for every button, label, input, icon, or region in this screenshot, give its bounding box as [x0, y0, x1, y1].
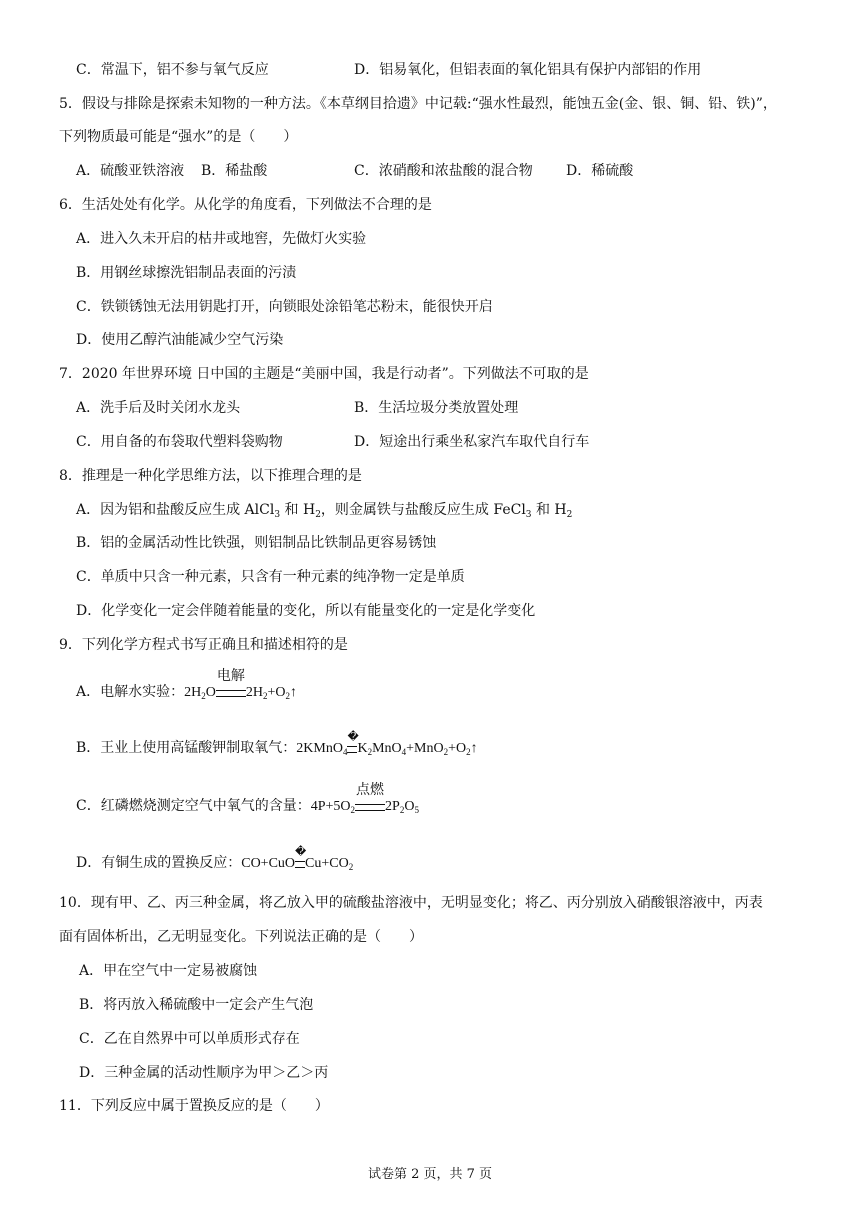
q8-stem: 8．推理是一种化学思维方法，以下推理合理的是 — [59, 468, 362, 484]
q10-option-b: B．将丙放入稀硫酸中一定会产生气泡 — [79, 997, 314, 1013]
q5-option-a: A．硫酸亚铁溶液 — [76, 163, 185, 179]
q7-option-c: C．用自备的布袋取代塑料袋购物 — [76, 434, 283, 450]
page-footer: 试卷第 2 页，共 7 页 — [367, 1167, 493, 1182]
q9-option-a: A．电解水实验：$2H_2O$ 电解 $2H_2+O_2↑$ — [76, 668, 298, 701]
q7-option-d: D．短途出行乘坐私家汽车取代自行车 — [354, 434, 590, 450]
q7-option-a: A．洗手后及时关闭水龙头 — [76, 400, 241, 416]
q6-option-c: C．铁锁锈蚀无法用钥匙打开，向锁眼处涂铅笔芯粉末，能很快开启 — [76, 299, 493, 315]
q4-option-c: C．常温下，铝不参与氧气反应 — [76, 62, 269, 78]
q10-stem-line2: 面有固体析出，乙无明显变化。下列说法正确的是（ ） — [59, 929, 423, 945]
q6-option-a: A．进入久未开启的枯井或地窖，先做灯火实验 — [76, 231, 367, 247]
q6-stem: 6．生活处处有化学。从化学的角度看，下列做法不合理的是 — [59, 197, 432, 213]
q5-option-d: D．稀硫酸 — [566, 163, 634, 179]
q9-option-b: B．王业上使用高锰酸钾制取氧气：2KMnO$_4$ � $K_2MnO_4+MnO_2+O_2↑$ — [76, 730, 478, 757]
q5-stem-line1: 5．假设与排除是探索未知物的一种方法。《本草纲目拾遗》中记载:“强水性最烈，能蚀五金(金、银、铜、铅、铁)”， — [59, 96, 777, 112]
condition-heat-glyph: � — [347, 730, 359, 743]
q8-option-a: A．因为铝和盐酸反应生成 AlCl$_3$ 和 $H_2$，则金属铁与盐酸反应生成 FeCl$_3$ 和 $H_2$ — [76, 502, 573, 520]
q6-option-d: D．使用乙醇汽油能减少空气污染 — [76, 332, 284, 348]
q6-option-b: B．用钢丝球擦洗铝制品表面的污渍 — [76, 265, 297, 281]
q7-stem: 7．2020 年世界环境 日中国的主题是“美丽中国，我是行动者”。下列做法不可取的是 — [59, 366, 589, 382]
q11-stem: 11．下列反应中属于置换反应的是（ ） — [59, 1098, 329, 1114]
q7-option-b: B．生活垃圾分类放置处理 — [354, 400, 519, 416]
q9-option-d: D．有铜生成的置换反应：CO+CuO � $Cu+CO_2$ — [76, 845, 354, 872]
q4-option-d: D．铝易氧化，但铝表面的氧化铝具有保护内部铝的作用 — [354, 62, 702, 78]
condition-electrolysis: 电解 — [216, 668, 245, 684]
condition-ignite: 点燃 — [356, 782, 385, 798]
q10-option-a: A．甲在空气中一定易被腐蚀 — [79, 963, 258, 979]
condition-heat-glyph: � — [295, 845, 307, 858]
q10-option-d: D．三种金属的活动性顺序为甲＞乙＞丙 — [79, 1065, 329, 1081]
q8-option-c: C．单质中只含一种元素，只含有一种元素的纯净物一定是单质 — [76, 569, 465, 585]
q5-option-c: C．浓硝酸和浓盐酸的混合物 — [354, 163, 533, 179]
q5-stem-line2: 下列物质最可能是“强水”的是（ ） — [59, 129, 298, 145]
q5-option-b: B．稀盐酸 — [201, 163, 268, 179]
q10-stem-line1: 10．现有甲、乙、丙三种金属，将乙放入甲的硫酸盐溶液中，无明显变化；将乙、丙分别放入硝酸银溶液中，丙表 — [59, 895, 763, 911]
q10-option-c: C．乙在自然界中可以单质形式存在 — [79, 1031, 300, 1047]
q9-stem: 9．下列化学方程式书写正确且和描述相符的是 — [59, 637, 348, 653]
q8-option-b: B．铝的金属活动性比铁强，则铝制品比铁制品更容易锈蚀 — [76, 535, 437, 551]
q9-option-c: C．红磷燃烧测定空气中氧气的含量：$4P+5O_2$ 点燃 $2P_2O_5$ — [76, 782, 419, 815]
q8-option-d: D．化学变化一定会伴随着能量的变化，所以有能量变化的一定是化学变化 — [76, 603, 536, 619]
